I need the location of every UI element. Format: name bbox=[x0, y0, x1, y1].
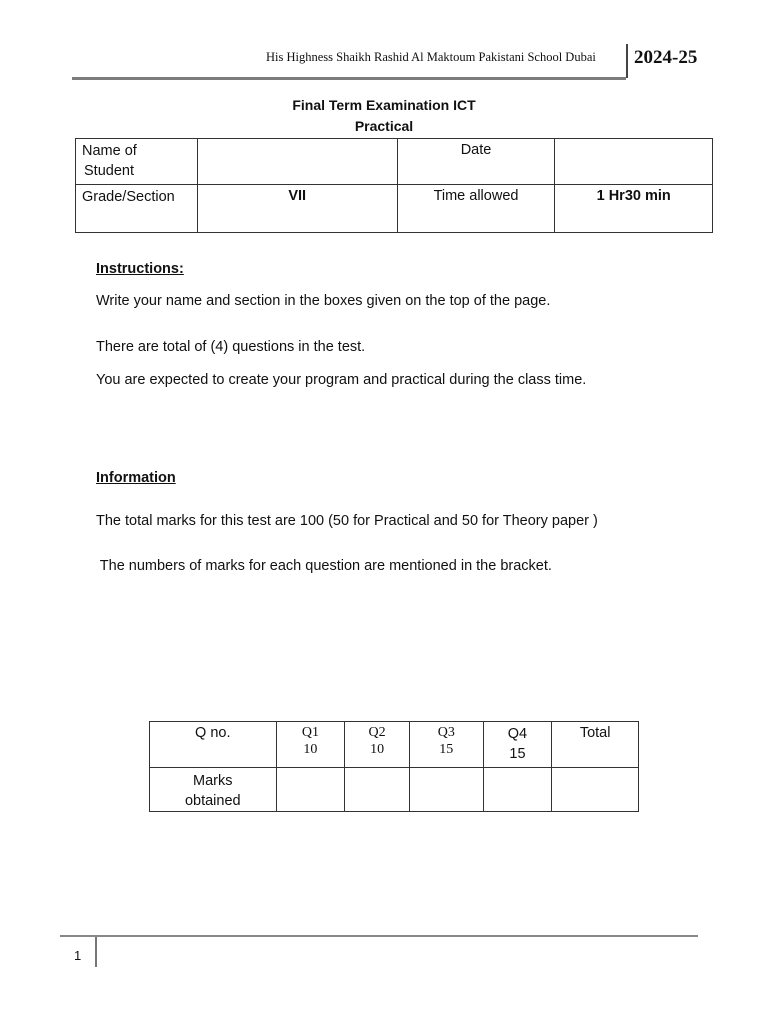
total-marks-field[interactable] bbox=[552, 768, 639, 812]
qno-label: Q no. bbox=[150, 722, 277, 768]
q1-marks-field[interactable] bbox=[276, 768, 345, 812]
name-label-line2: Student bbox=[84, 163, 134, 179]
q4-header bbox=[483, 722, 552, 768]
header-divider bbox=[626, 44, 628, 78]
q4-label: Q4 bbox=[507, 726, 528, 742]
table-row bbox=[76, 139, 713, 185]
instructions-heading: Instructions: bbox=[96, 261, 184, 277]
q3-label: Q3 bbox=[437, 725, 455, 740]
header-rule bbox=[72, 77, 626, 80]
marks-label-line2: obtained bbox=[184, 793, 241, 809]
total-label: Total bbox=[552, 722, 639, 768]
marks-label-line1: Marks bbox=[193, 773, 233, 789]
exam-subtitle: Practical bbox=[354, 118, 414, 134]
marks-table bbox=[149, 721, 639, 812]
student-info-table bbox=[75, 138, 713, 233]
table-row bbox=[150, 722, 639, 768]
q2-marks: 10 bbox=[370, 742, 385, 757]
table-row bbox=[150, 768, 639, 812]
instruction-item: You are expected to create your program and practical during the class time. bbox=[96, 372, 587, 388]
date-label: Date bbox=[397, 139, 555, 185]
q1-header bbox=[276, 722, 345, 768]
information-item: The total marks for this test are 100 (50 for Practical and 50 for Theory paper ) bbox=[96, 513, 598, 529]
student-name-field[interactable] bbox=[197, 139, 397, 185]
table-row bbox=[76, 185, 713, 233]
q2-header bbox=[345, 722, 410, 768]
q3-marks-field[interactable] bbox=[409, 768, 483, 812]
page-number: 1 bbox=[74, 948, 82, 963]
q3-header bbox=[409, 722, 483, 768]
academic-year: 2024-25 bbox=[634, 47, 698, 68]
footer-divider bbox=[95, 937, 97, 967]
q2-label: Q2 bbox=[368, 725, 386, 740]
marks-obtained-label bbox=[150, 768, 277, 812]
footer-rule bbox=[60, 935, 698, 937]
school-name: His Highness Shaikh Rashid Al Maktoum Pakistani School Dubai bbox=[266, 50, 596, 64]
information-heading: Information bbox=[96, 470, 176, 486]
name-label-cell bbox=[76, 139, 198, 185]
q3-marks: 15 bbox=[439, 742, 454, 757]
q4-marks-field[interactable] bbox=[483, 768, 552, 812]
date-field[interactable] bbox=[555, 139, 713, 185]
instruction-item: There are total of (4) questions in the test. bbox=[96, 339, 366, 355]
name-label-line1: Name of bbox=[82, 143, 137, 159]
q4-marks: 15 bbox=[509, 746, 526, 762]
q1-marks: 10 bbox=[303, 742, 318, 757]
instruction-item: Write your name and section in the boxes given on the top of the page. bbox=[96, 293, 551, 309]
q1-label: Q1 bbox=[301, 725, 319, 740]
grade-label: Grade/Section bbox=[76, 185, 198, 233]
time-label: Time allowed bbox=[397, 185, 555, 233]
exam-title: Final Term Examination ICT bbox=[292, 97, 476, 113]
time-value: 1 Hr30 min bbox=[555, 185, 713, 233]
grade-value: VII bbox=[197, 185, 397, 233]
q2-marks-field[interactable] bbox=[345, 768, 410, 812]
information-item: The numbers of marks for each question are mentioned in the bracket. bbox=[96, 558, 552, 574]
